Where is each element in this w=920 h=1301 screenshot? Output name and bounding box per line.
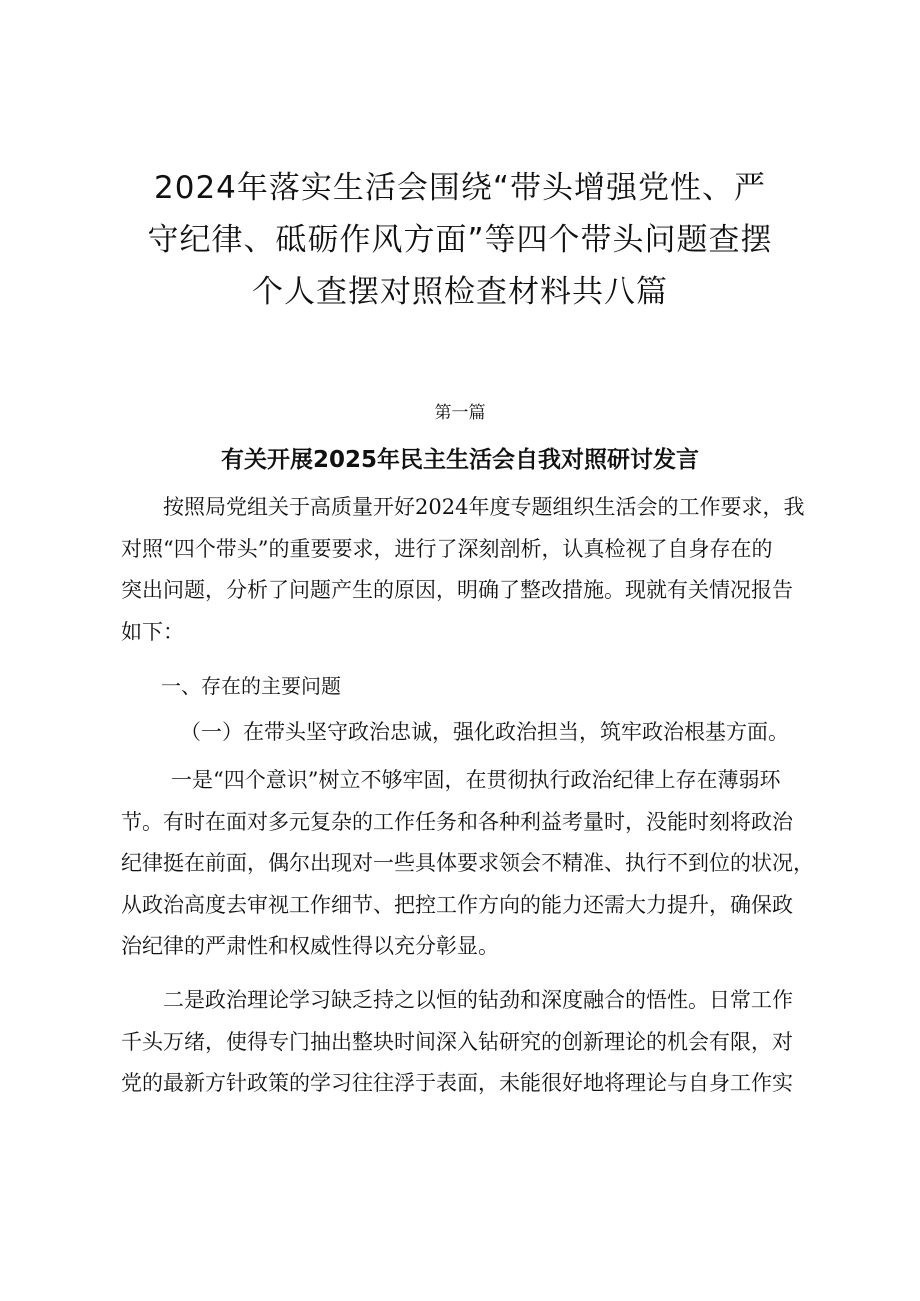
paragraph-line: 千头万绪，使得专门抽出整块时间深入钻研究的创新理论的机会有限，对 [121, 1029, 793, 1054]
paragraph-line: 突出问题，分析了问题产生的原因，明确了整改措施。现就有关情况报告 [121, 578, 793, 602]
paragraph-line: 如下： [121, 619, 184, 644]
document-title [120, 162, 800, 318]
section-heading: 一、存在的主要问题 [161, 674, 341, 698]
paragraph-line: 节。有时在面对多元复杂的工作任务和各种利益考量时，没能时刻将政治 [121, 809, 793, 834]
paragraph-line: 从政治高度去审视工作细节、把控工作方向的能力还需大力提升，确保政 [121, 892, 793, 917]
intro-paragraph [121, 487, 811, 653]
title-line: 2024年落实生活会围绕“带头增强党性、严 [154, 170, 766, 206]
point-1-paragraph [121, 760, 814, 968]
paragraph-line: 党的最新方针政策的学习往往浮于表面，未能很好地将理论与自身工作实 [121, 1071, 793, 1095]
paragraph-line: 治纪律的严肃性和权威性得以充分彰显。 [121, 934, 499, 958]
paragraph-line: 按照局党组关于高质量开好2024年度专题组织生活会的工作要求，我 [163, 495, 805, 519]
paragraph-line: 纪律挺在前面，偶尔出现对一些具体要求领会不精准、执行不到位的状况， [121, 851, 814, 875]
title-line: 守纪律、砥砺作风方面”等四个带头问题查摆 [147, 222, 773, 258]
part-label: 第一篇 [434, 403, 486, 423]
sub-heading: （一）在带头坚守政治忠诚，强化政治担当，筑牢政治根基方面。 [180, 720, 789, 744]
paragraph-line: 二是政治理论学习缺乏持之以恒的钻劲和深度融合的悟性。日常工作 [163, 988, 793, 1012]
paragraph-line: 对照“四个带头”的重要要求，进行了深刻剖析，认真检视了自身存在的 [121, 536, 773, 561]
point-2-paragraph [121, 980, 811, 1105]
speech-title: 有关开展2025年民主生活会自我对照研讨发言 [220, 447, 699, 473]
paragraph-line: 一是“四个意识”树立不够牢固，在贯彻执行政治纪律上存在薄弱环 [171, 768, 781, 792]
title-line: 个人查摆对照检查材料共八篇 [252, 274, 668, 310]
